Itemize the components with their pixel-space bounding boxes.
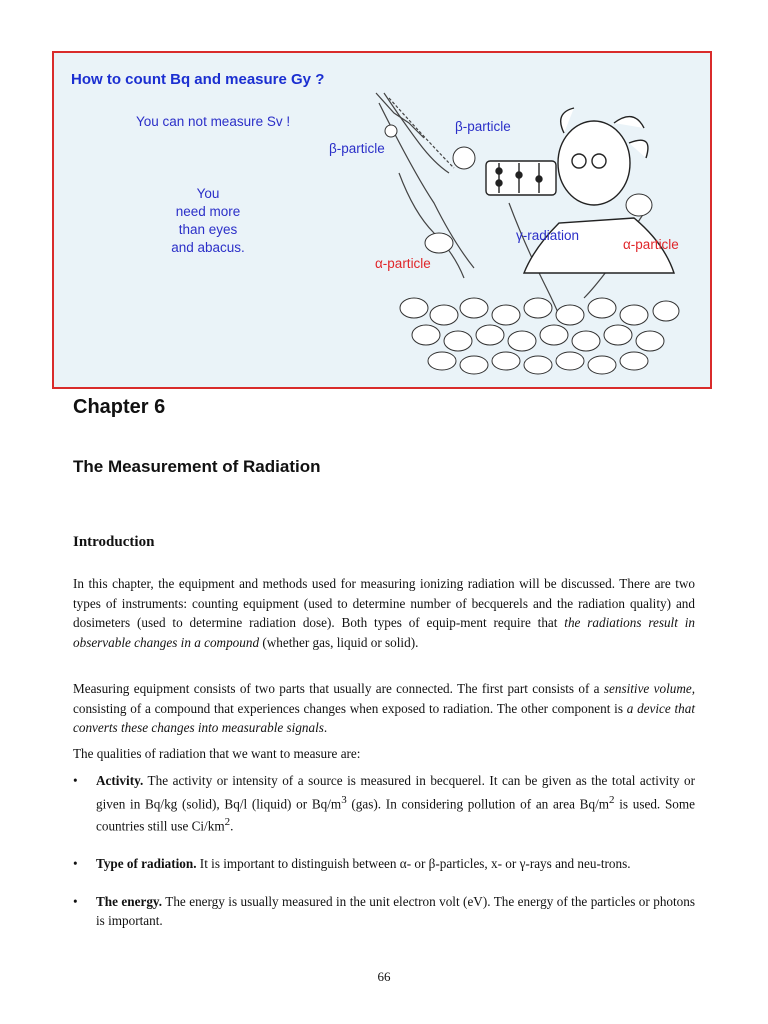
label-alpha-particle-2: α-particle	[375, 256, 431, 271]
note-line: You	[196, 186, 220, 201]
list-item-type-of-radiation	[73, 854, 695, 874]
text: Measuring equipment consists of two parts that usually are connected. The first part consists of a	[73, 681, 604, 696]
emphasis: the radiations result in observable changes in a compound	[73, 615, 695, 650]
item-text: is used. Some countries still use Ci/km	[96, 795, 695, 834]
text: .	[323, 720, 328, 735]
label-beta-particle-2: β-particle	[329, 141, 385, 156]
superscript: 3	[341, 793, 347, 806]
emphasis: a device that converts these changes into measurable signals	[73, 700, 696, 735]
note-line: and abacus.	[171, 240, 245, 255]
item-text: (gas). In considering pollution of an area Bq/m	[346, 795, 609, 811]
cartoon-figure	[52, 51, 712, 389]
superscript: 2	[224, 816, 231, 829]
bullet-marker: •	[73, 856, 78, 872]
superscript: 2	[609, 793, 615, 806]
item-label: Activity.	[96, 773, 144, 788]
figure-title: How to count Bq and measure Gy ?	[71, 71, 325, 88]
label-beta-particle-1: β-particle	[455, 119, 511, 134]
intro-paragraph-1	[73, 574, 695, 652]
intro-paragraph-3: The qualities of radiation that we want to measure are:	[73, 746, 361, 761]
figure-note	[158, 185, 258, 257]
intro-paragraph-2	[73, 679, 695, 738]
item-text: The activity or intensity of a source is measured in becquerel. It can be given as the total activity or given in Bq/kg (solid), Bq/l (liquid) or Bq/m	[96, 773, 695, 811]
emphasis: sensitive volume,	[603, 681, 695, 696]
page-number: 66	[377, 969, 391, 984]
quality-list	[73, 771, 695, 949]
list-item-energy	[73, 892, 695, 931]
text: In this chapter, the equipment and methods used for measuring ionizing radiation will be discussed. There are two types of instruments: counting equipment (used to determine number of becquerels and the radiation quality) and dosimeters (used to determine radiation dose). Both types of equip-ment require that	[73, 576, 695, 630]
bullet-marker: •	[73, 893, 78, 909]
item-text: .	[230, 818, 234, 834]
text: consisting of a compound that experiences changes when exposed to radiation. The other component is	[73, 700, 627, 716]
item-label: Type of radiation.	[96, 856, 197, 872]
label-gamma-radiation: γ-radiation	[516, 228, 580, 243]
particle-crowd	[400, 298, 679, 374]
item-label: The energy.	[96, 893, 163, 909]
chapter-heading: Chapter 6	[73, 396, 166, 418]
label-alpha-particle-1: α-particle	[623, 237, 679, 252]
text: (whether gas, liquid or solid).	[259, 634, 419, 650]
section-heading: Introduction	[73, 534, 155, 550]
label-cannot-measure-sv: You can not measure Sv !	[136, 114, 291, 129]
bullet-marker: •	[73, 773, 78, 788]
note-line: than eyes	[178, 222, 238, 237]
item-text: It is important to distinguish between α- or β-particles, x- or γ-rays and neu-trons.	[196, 856, 631, 872]
note-line: need more	[175, 204, 241, 219]
chapter-title: The Measurement of Radiation	[73, 457, 321, 476]
list-item-activity	[73, 771, 695, 836]
cartoon-illustration	[54, 53, 712, 389]
item-text: The energy is usually measured in the unit electron volt (eV). The energy of the particles or photons is important.	[96, 893, 695, 929]
